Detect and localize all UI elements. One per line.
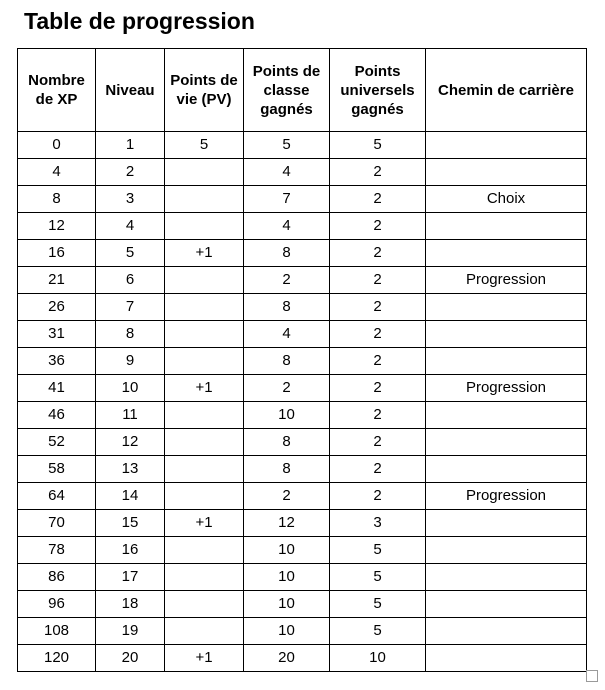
cell-chemin-carriere	[426, 645, 587, 672]
cell-xp: 46	[18, 402, 96, 429]
cell-points-classe: 20	[244, 645, 330, 672]
cell-points-classe: 12	[244, 510, 330, 537]
cell-xp: 31	[18, 321, 96, 348]
cell-points-classe: 10	[244, 537, 330, 564]
cell-xp: 58	[18, 456, 96, 483]
cell-niveau: 2	[96, 159, 165, 186]
table-row	[18, 510, 587, 537]
cell-points-universels: 2	[330, 294, 426, 321]
resize-handle[interactable]	[586, 670, 598, 682]
cell-niveau: 10	[96, 375, 165, 402]
cell-points-classe: 2	[244, 267, 330, 294]
cell-points-classe: 7	[244, 186, 330, 213]
cell-xp: 52	[18, 429, 96, 456]
cell-xp: 8	[18, 186, 96, 213]
cell-pv	[165, 537, 244, 564]
cell-xp: 21	[18, 267, 96, 294]
cell-pv	[165, 456, 244, 483]
cell-chemin-carriere	[426, 294, 587, 321]
cell-points-universels: 2	[330, 429, 426, 456]
cell-pv	[165, 348, 244, 375]
table-row	[18, 564, 587, 591]
table-row	[18, 132, 587, 159]
cell-points-classe: 8	[244, 456, 330, 483]
cell-chemin-carriere	[426, 159, 587, 186]
cell-points-classe: 4	[244, 159, 330, 186]
cell-chemin-carriere	[426, 564, 587, 591]
cell-chemin-carriere: Progression	[426, 267, 587, 294]
cell-points-universels: 5	[330, 591, 426, 618]
cell-niveau: 8	[96, 321, 165, 348]
cell-chemin-carriere	[426, 240, 587, 267]
table-row	[18, 537, 587, 564]
cell-xp: 70	[18, 510, 96, 537]
cell-niveau: 16	[96, 537, 165, 564]
cell-pv	[165, 402, 244, 429]
cell-pv	[165, 483, 244, 510]
cell-pv	[165, 564, 244, 591]
table-row	[18, 375, 587, 402]
cell-points-classe: 8	[244, 294, 330, 321]
table-row	[18, 159, 587, 186]
cell-pv	[165, 186, 244, 213]
cell-chemin-carriere	[426, 402, 587, 429]
cell-pv: +1	[165, 240, 244, 267]
cell-pv	[165, 213, 244, 240]
cell-points-classe: 4	[244, 321, 330, 348]
cell-points-classe: 4	[244, 213, 330, 240]
cell-chemin-carriere	[426, 213, 587, 240]
cell-pv	[165, 591, 244, 618]
cell-points-universels: 5	[330, 618, 426, 645]
cell-niveau: 14	[96, 483, 165, 510]
cell-points-universels: 2	[330, 483, 426, 510]
table-row	[18, 645, 587, 672]
cell-niveau: 7	[96, 294, 165, 321]
cell-xp: 36	[18, 348, 96, 375]
cell-chemin-carriere	[426, 591, 587, 618]
cell-points-universels: 5	[330, 132, 426, 159]
cell-points-classe: 8	[244, 240, 330, 267]
column-header-xp: Nombre de XP	[18, 49, 96, 132]
cell-chemin-carriere: Progression	[426, 483, 587, 510]
cell-xp: 64	[18, 483, 96, 510]
table-row	[18, 591, 587, 618]
cell-chemin-carriere	[426, 348, 587, 375]
cell-points-universels: 2	[330, 159, 426, 186]
cell-points-classe: 2	[244, 483, 330, 510]
cell-niveau: 13	[96, 456, 165, 483]
cell-points-universels: 2	[330, 375, 426, 402]
cell-points-universels: 2	[330, 321, 426, 348]
cell-chemin-carriere: Choix	[426, 186, 587, 213]
column-header-pv: Points de vie (PV)	[165, 49, 244, 132]
cell-points-classe: 8	[244, 348, 330, 375]
cell-xp: 86	[18, 564, 96, 591]
cell-niveau: 1	[96, 132, 165, 159]
cell-points-universels: 2	[330, 240, 426, 267]
column-header-points-universels: Points universels gagnés	[330, 49, 426, 132]
cell-points-classe: 8	[244, 429, 330, 456]
cell-niveau: 18	[96, 591, 165, 618]
cell-pv	[165, 321, 244, 348]
cell-niveau: 9	[96, 348, 165, 375]
cell-chemin-carriere	[426, 510, 587, 537]
cell-niveau: 17	[96, 564, 165, 591]
cell-points-universels: 2	[330, 213, 426, 240]
cell-xp: 26	[18, 294, 96, 321]
cell-points-universels: 5	[330, 564, 426, 591]
cell-pv	[165, 159, 244, 186]
table-row	[18, 618, 587, 645]
table-row	[18, 186, 587, 213]
table-row	[18, 348, 587, 375]
cell-pv	[165, 429, 244, 456]
cell-niveau: 4	[96, 213, 165, 240]
cell-points-classe: 2	[244, 375, 330, 402]
cell-xp: 16	[18, 240, 96, 267]
cell-chemin-carriere	[426, 537, 587, 564]
cell-points-universels: 2	[330, 402, 426, 429]
cell-xp: 96	[18, 591, 96, 618]
cell-points-classe: 10	[244, 402, 330, 429]
table-row	[18, 213, 587, 240]
cell-xp: 12	[18, 213, 96, 240]
cell-pv: +1	[165, 510, 244, 537]
cell-chemin-carriere	[426, 321, 587, 348]
cell-chemin-carriere	[426, 132, 587, 159]
cell-chemin-carriere	[426, 618, 587, 645]
cell-pv	[165, 294, 244, 321]
table-header-row	[18, 49, 587, 132]
cell-chemin-carriere	[426, 429, 587, 456]
table-row	[18, 267, 587, 294]
cell-xp: 108	[18, 618, 96, 645]
cell-chemin-carriere: Progression	[426, 375, 587, 402]
column-header-points-classe: Points de classe gagnés	[244, 49, 330, 132]
cell-points-universels: 2	[330, 186, 426, 213]
cell-niveau: 15	[96, 510, 165, 537]
table-row	[18, 483, 587, 510]
cell-points-universels: 5	[330, 537, 426, 564]
page-title: Table de progression	[24, 8, 255, 34]
cell-xp: 4	[18, 159, 96, 186]
table-row	[18, 429, 587, 456]
cell-xp: 0	[18, 132, 96, 159]
column-header-chemin-carriere: Chemin de carrière	[426, 49, 587, 132]
cell-points-universels: 10	[330, 645, 426, 672]
table-row	[18, 456, 587, 483]
cell-chemin-carriere	[426, 456, 587, 483]
cell-xp: 41	[18, 375, 96, 402]
column-header-niveau: Niveau	[96, 49, 165, 132]
table-row	[18, 240, 587, 267]
cell-pv: +1	[165, 645, 244, 672]
table-row	[18, 402, 587, 429]
cell-niveau: 20	[96, 645, 165, 672]
cell-pv	[165, 267, 244, 294]
cell-points-classe: 10	[244, 618, 330, 645]
table-row	[18, 321, 587, 348]
progression-table	[17, 48, 587, 672]
cell-points-universels: 2	[330, 267, 426, 294]
cell-niveau: 11	[96, 402, 165, 429]
cell-points-universels: 3	[330, 510, 426, 537]
cell-points-classe: 5	[244, 132, 330, 159]
cell-points-classe: 10	[244, 591, 330, 618]
cell-niveau: 3	[96, 186, 165, 213]
cell-pv: +1	[165, 375, 244, 402]
cell-points-universels: 2	[330, 348, 426, 375]
cell-points-classe: 10	[244, 564, 330, 591]
table-row	[18, 294, 587, 321]
table-body	[18, 132, 587, 672]
cell-niveau: 6	[96, 267, 165, 294]
cell-xp: 120	[18, 645, 96, 672]
cell-niveau: 12	[96, 429, 165, 456]
cell-points-universels: 2	[330, 456, 426, 483]
cell-niveau: 19	[96, 618, 165, 645]
cell-pv	[165, 618, 244, 645]
cell-niveau: 5	[96, 240, 165, 267]
cell-pv: 5	[165, 132, 244, 159]
cell-xp: 78	[18, 537, 96, 564]
